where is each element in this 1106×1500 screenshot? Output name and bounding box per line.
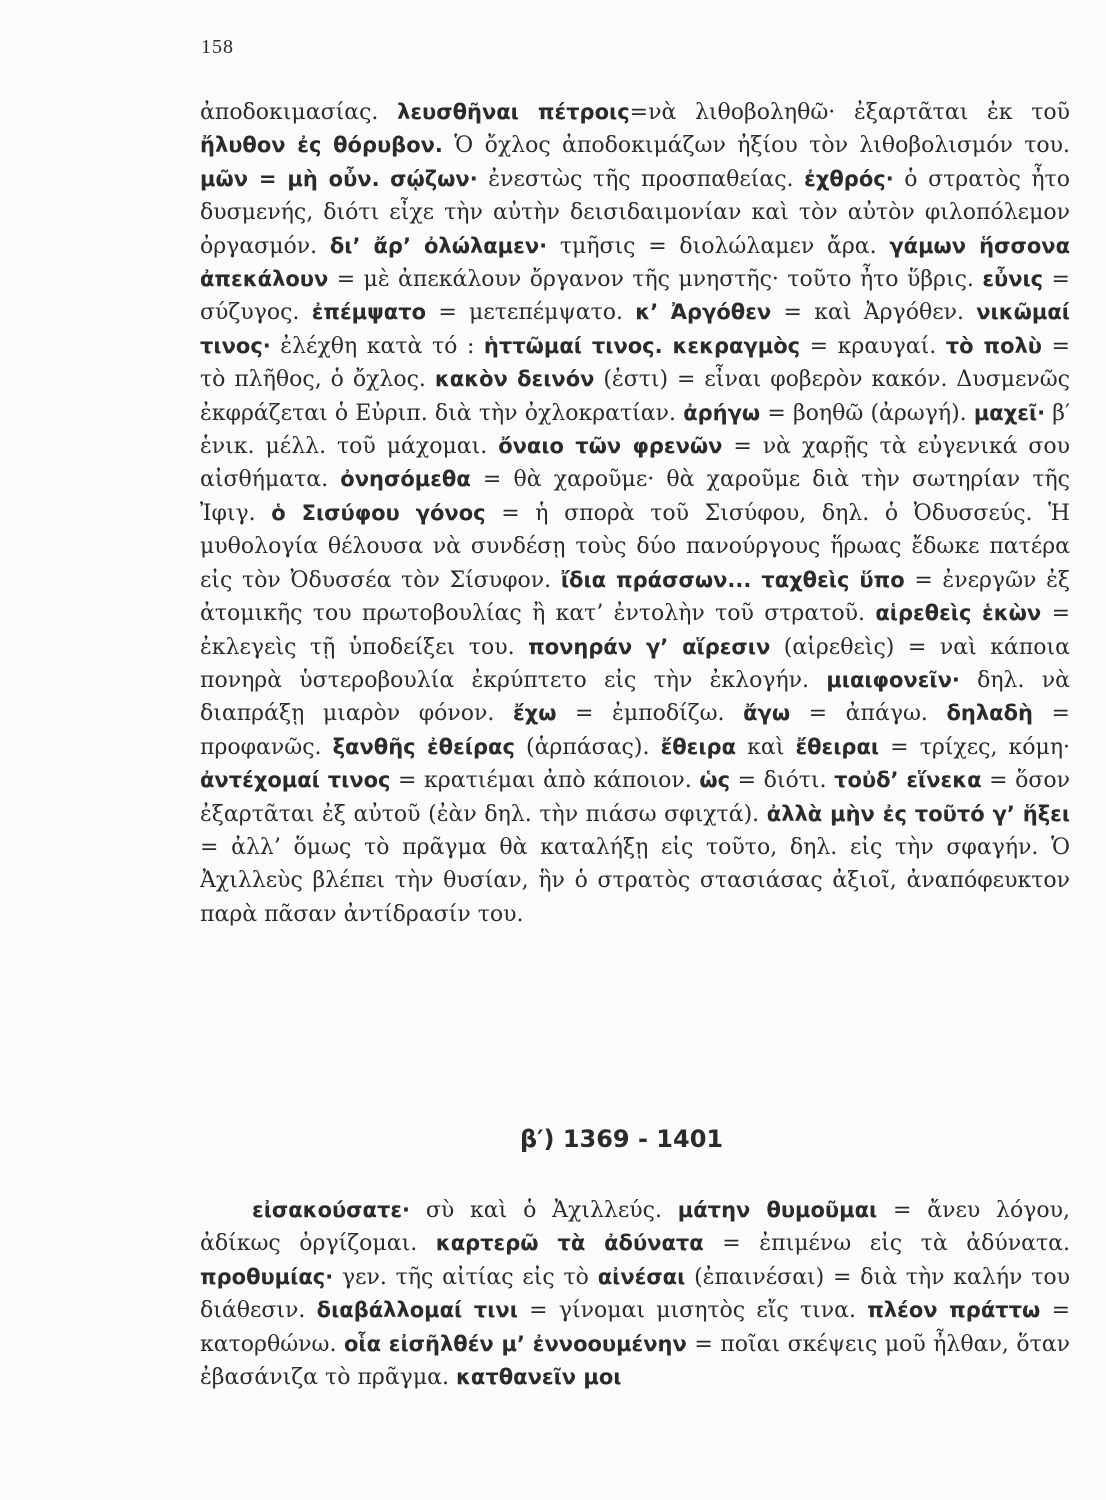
commentary-text: = θὰ χαροῦμε· θὰ χαροῦμε διὰ τὴν σωτηρίαν τῆς Ἰφιγ. bbox=[200, 467, 1071, 526]
lemma-term: δηλαδὴ bbox=[946, 701, 1033, 726]
lemma-term: πλέον πράττω bbox=[867, 1298, 1041, 1323]
lemma-term: μάτην θυμοῦμαι bbox=[677, 1198, 878, 1222]
lemma-term: πονηράν γ’ αἵρεσιν bbox=[528, 634, 771, 659]
commentary-text: = νὰ χαρῇς τὰ εὐγενικά σου αἰσθήματα. bbox=[200, 434, 1071, 493]
lemma-term: μαχεῖ· bbox=[973, 400, 1046, 425]
lemma-term: ἀρήγω bbox=[683, 400, 761, 425]
commentary-text: = ὅσον ἐξαρτᾶται ἐξ αὐτοῦ (ἐὰν δηλ. τὴν πιάσω σφιχτά). bbox=[200, 768, 1070, 827]
commentary-text: = κραυγαί. bbox=[800, 333, 946, 359]
section-heading: β′) 1369 - 1401 bbox=[520, 1125, 724, 1153]
commentary-text: = ἐμποδίζω. bbox=[556, 701, 744, 727]
commentary-text: = ἡ σπορὰ τοῦ Σισύφου, δηλ. ὁ Ὀδυσσεύς. Ἡ μυθολογία θέλουσα νὰ συνδέσῃ τοὺς δύο πανούργους ἥρωας ἔδωκε πατέρα εἰς τὸν Ὀδυσσέα τὸν Σίσυφον. bbox=[200, 500, 1070, 593]
lemma-term: οἷα εἰσῆλθέν μ’ ἐννοουμένην bbox=[343, 1331, 687, 1356]
commentary-text: = τὸ πλῆθος, ὁ ὄχλος. bbox=[200, 333, 1070, 393]
lemma-term: ὄναιο τῶν φρενῶν bbox=[498, 434, 723, 459]
lemma-term: ξανθῆς ἐθείρας bbox=[332, 734, 515, 759]
commentary-text: = γίνομαι μισητὸς εἴς τινα. bbox=[517, 1298, 868, 1324]
lemma-term: ἴδια πράσσων... ταχθεὶς ὕπο bbox=[560, 567, 905, 592]
lemma-term: ἡττῶμαί τινος. κεκραγμὸς bbox=[483, 333, 801, 358]
commentary-text: =νὰ λιθοβοληθῶ· ἐξαρτᾶται ἐκ τοῦ bbox=[629, 100, 1070, 125]
commentary-text: σὺ καὶ ὁ Ἀχιλλεύς. bbox=[410, 1198, 678, 1223]
lemma-term: αἱρεθεὶς ἑκὼν bbox=[875, 601, 1042, 626]
commentary-text: = διότι. bbox=[730, 768, 835, 794]
commentary-text: (ἐπαινέσαι) = διὰ τὴν καλήν του διάθεσιν. bbox=[200, 1264, 1070, 1324]
commentary-text: ὁ στρατὸς ἦτο δυσμενής, διότι εἶχε τὴν αὐτὴν δεισιδαιμονίαν καὶ τὸν αὐτὸν φιλοπόλεμον ὀργασμόν. bbox=[200, 166, 1070, 259]
lemma-term: δι’ ἄρ’ ὀλώλαμεν· bbox=[329, 233, 548, 258]
commentary-text: = προφανῶς. bbox=[200, 701, 1070, 760]
commentary-text: = ἐκλεγεὶς τῇ ὑποδείξει του. bbox=[200, 601, 1070, 660]
lemma-term: ἐπέμψατο bbox=[311, 300, 427, 325]
lemma-term: κακὸν δεινόν bbox=[434, 367, 595, 392]
commentary-text: δηλ. νὰ διαπράξῃ μιαρὸν φόνον. bbox=[200, 667, 1070, 727]
commentary-text: = ποῖαι σκέψεις μοῦ ἦλθαν, ὅταν ἐβασάνιζα τὸ πρᾶγμα. bbox=[200, 1331, 1070, 1391]
lemma-term: ὡς bbox=[699, 768, 731, 793]
page-number: 158 bbox=[201, 36, 234, 58]
commentary-text: ἐλέχθη κατὰ τό : bbox=[270, 333, 484, 359]
commentary-text: (ἐστι) = εἶναι φοβερὸν κακόν. Δυσμενῶς ἐκφράζεται ὁ Εὐριπ. διὰ τὴν ὀχλοκρατίαν. bbox=[200, 367, 1070, 426]
lemma-term: τὸ πολὺ bbox=[945, 333, 1042, 358]
lemma-term: εἰσακούσατε· bbox=[252, 1198, 411, 1222]
lemma-term: ἐχθρός· bbox=[804, 166, 894, 191]
commentary-text: = ἐπιμένω εἰς τὰ ἀδύνατα. bbox=[703, 1231, 1070, 1257]
lemma-term: κ’ Ἀργόθεν bbox=[635, 300, 772, 325]
commentary-text: τμῆσις = διολώλαμεν ἄρα. bbox=[547, 233, 890, 259]
commentary-paragraph-2 bbox=[200, 1194, 1070, 1394]
commentary-text: = ἀλλ’ ὅμως τὸ πρᾶγμα θὰ καταλήξῃ εἰς τοῦτο, δηλ. εἰς τὴν σφαγήν. Ὁ Ἀχιλλεὺς βλέπει τὴν θυσίαν, ἣν ὁ στρατὸς στασιάσας ἀξιοῖ, ἀναπόφευκτον παρὰ πᾶσαν ἀντίδρασίν του. bbox=[200, 834, 1070, 927]
commentary-text: (ἁρπάσας). bbox=[514, 734, 661, 760]
commentary-text: Ὁ ὄχλος ἀποδοκιμάζων ἠξίου τὸν λιθοβολισμόν του. bbox=[442, 133, 1071, 159]
lemma-term: ἔχω bbox=[512, 701, 557, 726]
commentary-text: γεν. τῆς αἰτίας εἰς τὸ bbox=[333, 1264, 598, 1290]
lemma-term: τοὐδ’ εἵνεκα bbox=[834, 768, 982, 793]
lemma-term: μιαιφονεῖν· bbox=[826, 667, 960, 692]
commentary-text: = κρατιέμαι ἀπὸ κάποιον. bbox=[390, 768, 700, 794]
lemma-term: κατθανεῖν μοι bbox=[455, 1365, 622, 1390]
lemma-term: μῶν = μὴ οὖν. bbox=[200, 166, 380, 191]
commentary-text: (αἱρεθεὶς) = ναὶ κάποια πονηρὰ ὑστεροβουλία ἐκρύπτετο εἰς τὴν ἐκλογήν. bbox=[200, 634, 1071, 693]
lemma-term: ἄγω bbox=[743, 701, 791, 726]
lemma-term: ἀντέχομαί τινος bbox=[200, 768, 391, 793]
commentary-text: = μετεπέμψατο. bbox=[426, 300, 636, 326]
lemma-term: γάμων ἥσσονα ἀπεκάλουν bbox=[200, 233, 1070, 292]
lemma-term: ἔθειρα bbox=[660, 734, 737, 759]
commentary-paragraph-1 bbox=[200, 96, 1070, 931]
lemma-term: ἔθειραι bbox=[795, 734, 880, 759]
lemma-term: νικῶμαί τινος· bbox=[200, 300, 1070, 358]
lemma-term: προθυμίας· bbox=[200, 1264, 334, 1289]
lemma-term: ἀλλὰ μὴν ἐς τοῦτό γ’ ἥξει bbox=[766, 801, 1071, 826]
lemma-term: αἰνέσαι bbox=[597, 1264, 686, 1289]
commentary-text: = βοηθῶ (ἀρωγή). bbox=[760, 400, 974, 426]
commentary-text bbox=[380, 167, 391, 192]
commentary-text: = ἀπάγω. bbox=[790, 701, 947, 727]
commentary-text: = ἐνεργῶν ἐξ ἀτομικῆς του πρωτοβουλίας ἢ κατ’ ἐντολὴν τοῦ στρατοῦ. bbox=[200, 567, 1070, 627]
lemma-term: ὀνησόμεθα bbox=[340, 467, 471, 492]
commentary-text: = τρίχες, κόμη· bbox=[879, 734, 1071, 760]
commentary-text: = σύζυγος. bbox=[200, 267, 1070, 326]
lemma-term: καρτερῶ τὰ ἀδύνατα bbox=[435, 1231, 704, 1256]
lemma-term: διαβάλλομαί τινι bbox=[316, 1298, 518, 1323]
commentary-text: = κατορθώνω. bbox=[200, 1298, 1071, 1357]
commentary-text: = καὶ Ἀργόθεν. bbox=[771, 300, 977, 326]
lemma-term: σῴζων· bbox=[390, 166, 478, 191]
lemma-term: ὁ Σισύφου γόνος bbox=[271, 500, 486, 525]
commentary-text: β′ ἑνικ. μέλλ. τοῦ μάχομαι. bbox=[200, 400, 1070, 460]
commentary-text: ἐνεστὼς τῆς προσπαθείας. bbox=[477, 166, 805, 192]
lemma-term: ἤλυθον ἐς θόρυβον. bbox=[200, 133, 443, 158]
commentary-text: = ἄνευ λόγου, ἀδίκως ὀργίζομαι. bbox=[200, 1198, 1070, 1257]
commentary-text: ἀποδοκιμασίας. bbox=[200, 100, 398, 125]
commentary-text: = μὲ ἀπεκάλουν ὄργανον τῆς μνηστῆς· τοῦτο ἦτο ὕβρις. bbox=[328, 267, 983, 293]
lemma-term: λευσθῆναι πέτροις bbox=[397, 100, 630, 124]
commentary-text: καὶ bbox=[736, 734, 796, 760]
lemma-term: εὖνις bbox=[982, 267, 1044, 292]
